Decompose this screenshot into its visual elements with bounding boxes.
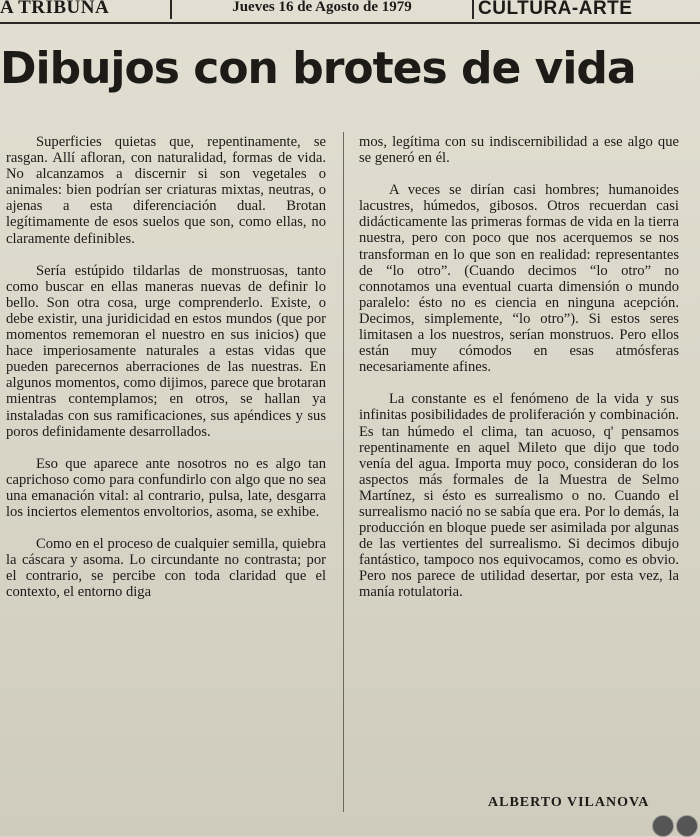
article-paragraph: La constante es el fenómeno de la vida y sus infinitas posibilidades de proliferación y combinación. Es tan húmedo el clima, tan acuoso, q' pensamos repentinamente en aquel Mileto que dijo que todo venía del agua. Importa muy poco, consideran do los aspectos más formales de la Muestra de Selmo Martínez, si ésto es surrealismo o no. Cuando el surrealismo nació no se sabía que era. Por lo demás, la producción en bloque puede ser asimilada por algunas de las vertientes del surrealismo. Si decimos dibujo fantástico, tampoco nos equivocamos, como es obvio. Pero nos parece de utilidad desertar, por esta vez, la manía rotulatoria.	[359, 391, 679, 601]
page-header	[0, 0, 700, 24]
article-paragraph: mos, legítima con su indiscernibilidad a ese algo que se generó en él.	[359, 134, 679, 167]
article-paragraph: Superficies quietas que, repentinamente, se rasgan. Allí afloran, con naturalidad, formas de vida. No alcanzamos a discernir si son vegetales o animales: bien podrían ser criaturas mixtas, neutras, o ajenas a esta diferenciación dual. Brotan legítimamente de esos suelos que son, como ellas, no claramente definibles.	[6, 134, 326, 247]
article-column-left	[6, 134, 326, 616]
scan-corner-mark-icon	[652, 815, 674, 837]
column-divider	[343, 132, 344, 812]
section-name: CULTURA-ARTE	[478, 0, 633, 19]
article-paragraph: Como en el proceso de cualquier semilla, quiebra la cáscara y asoma. Lo circundante no contrasta; por el contrario, se percibe con toda claridad que el contexto, el entorno diga	[6, 536, 326, 601]
newspaper-name: A TRIBUNA	[0, 0, 110, 18]
article-paragraph: Eso que aparece ante nosotros no es algo tan caprichoso como para confundirlo con algo que no sea una emanación vital: al contrario, pulsa, late, desgarra los inciertos elementos envoltorios, asoma, se exhibe.	[6, 455, 326, 520]
scan-corner-mark-icon	[676, 815, 698, 837]
article-column-right	[359, 134, 679, 617]
article-headline: Dibujos con brotes de vida	[0, 43, 636, 94]
article-paragraph: A veces se dirían casi hombres; humanoides lacustres, húmedos, gibosos. Otros recuerdan casi didácticamente las primeras formas de vida en la tierra nuestra, pero con poco que nos acerquemos se nos transforman en lo que son en realidad: representantes de “lo otro”. (Cuando decimos “lo otro” no connotamos una eventual cuarta dimensión o mundo paralelo: ésto no es ciencia en ninguna acepción. Decimos, simplemente, “lo otro”). Si estos seres limitasen a los nuestros, serían monstruos. Pero ellos están muy cómodos en esas atmósferas necesariamente afines.	[359, 182, 679, 376]
article-paragraph: Sería estúpido tildarlas de monstruosas, tanto como buscar en ellas maneras nuevas de definir lo bello. Son otra cosa, urge comprenderlo. Existe, o debe existir, una juridicidad en estos mundos (que por momentos rememoran el nuestro en sus inicios) que hace imperiosamente naturales a estas vidas que pueden parecernos aberraciones de las nuestras. En algunos momentos, como dijimos, parece que brotaran mientras contemplamos; en otros, se hallan ya instaladas con sus ramificaciones, sus apéndices y sus poros definidamente desarrollados.	[6, 262, 326, 440]
article-byline: ALBERTO VILANOVA	[488, 795, 650, 810]
issue-date: Jueves 16 de Agosto de 1979	[170, 0, 474, 19]
